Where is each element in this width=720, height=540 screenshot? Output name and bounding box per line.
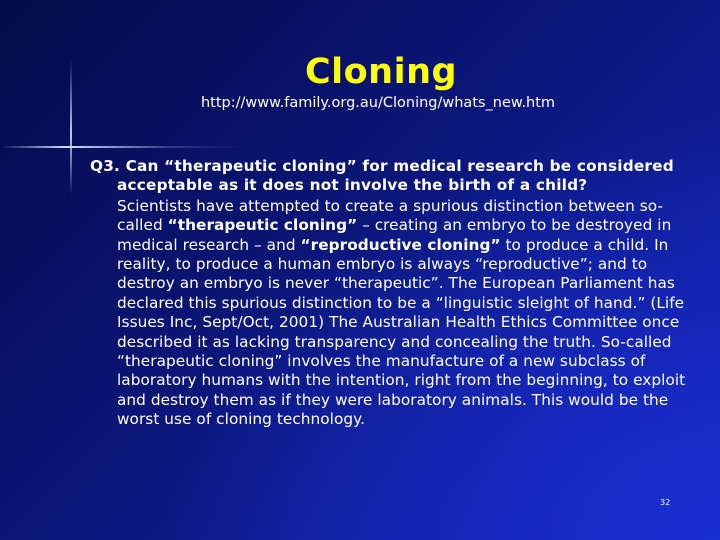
answer-text-3: to produce a child. In reality, to produce a human embryo is always “reproductive”; and to destroy an embryo is never “therapeutic”. The European Parliament has declared this spurious distinction to be a “linguistic sleight of hand.” (Life Issues Inc, Sept/Oct, 2001) The Australian Health Ethics Committee once described it as lacking transparency and concealing the truth. So-called “therapeutic cloning” involves the manufacture of a new subclass of laboratory humans with the intention, right from the beginning, to exploit and destroy them as if they were laboratory animals. This would be the worst use of cloning technology. xyxy=(117,235,686,429)
question-text: Can “therapeutic cloning” for medical research be considered acceptable as it does not involve the birth of a child? xyxy=(117,157,674,195)
answer xyxy=(90,197,705,430)
question xyxy=(90,157,705,196)
slide-body xyxy=(90,157,705,430)
source-url: http://www.family.org.au/Cloning/whats_new.htm xyxy=(200,95,556,111)
question-number: Q3. xyxy=(90,157,121,175)
term-therapeutic-cloning: “therapeutic cloning” xyxy=(167,216,358,235)
decorative-horizontal-line xyxy=(0,146,240,148)
answer-text-2: – creating an embryo to be destroyed in medical research – and xyxy=(117,216,672,254)
page-number: 32 xyxy=(660,498,671,507)
answer-text-1: Scientists have attempted to create a spurious distinction between so-called xyxy=(117,196,664,235)
slide-title: Cloning xyxy=(304,52,458,92)
term-reproductive-cloning: “reproductive cloning” xyxy=(300,235,501,254)
